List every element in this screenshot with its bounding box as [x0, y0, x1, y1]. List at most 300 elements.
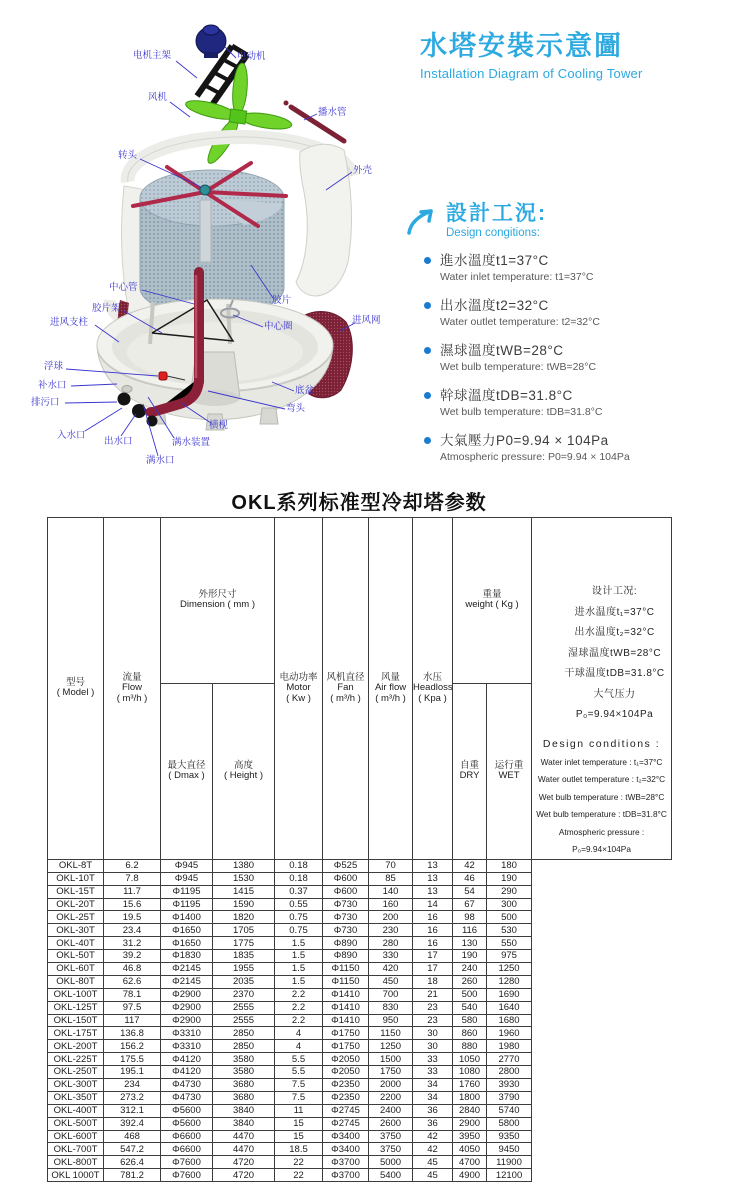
bullet-icon [424, 302, 431, 309]
col-header-motor: 电动功率 Motor ( Kw ) [275, 518, 323, 860]
table-cell: 36 [413, 1104, 453, 1117]
table-cell: 300 [487, 898, 532, 911]
table-row [48, 1040, 672, 1053]
table-cell: Φ2745 [323, 1117, 369, 1130]
table-row [48, 924, 672, 937]
table-cell: OKL-600T [48, 1130, 104, 1143]
table-cell: 34 [413, 1091, 453, 1104]
table-cell: 45 [413, 1169, 453, 1182]
table-cell: 7.5 [275, 1079, 323, 1092]
table-cell: 547.2 [104, 1143, 161, 1156]
table-cell: 2800 [487, 1066, 532, 1079]
table-cell: OKL-225T [48, 1053, 104, 1066]
table-cell: 1960 [487, 1027, 532, 1040]
table-cell: 7.5 [275, 1091, 323, 1104]
table-cell: Φ1830 [161, 950, 213, 963]
table-cell: Φ3700 [323, 1169, 369, 1182]
table-cell: 1835 [213, 950, 275, 963]
col-header-dry: 自重 DRY [453, 683, 487, 859]
notes-en-line: Wet bulb temperature : tWB=28°C [538, 791, 665, 802]
table-cell: 2.2 [275, 1001, 323, 1014]
table-cell: 0.75 [275, 911, 323, 924]
table-cell: 500 [453, 988, 487, 1001]
table-cell: 1775 [213, 937, 275, 950]
notes-en-line: Wet bulb temperature : tDB=31.8°C [536, 809, 667, 820]
table-cell: 39.2 [104, 950, 161, 963]
table-cell: Φ2350 [323, 1091, 369, 1104]
table-cell: 12100 [487, 1169, 532, 1182]
table-cell: 175.5 [104, 1053, 161, 1066]
table-cell: 1500 [369, 1053, 413, 1066]
arrow-up-right-icon [404, 203, 440, 239]
table-cell: Φ1650 [161, 924, 213, 937]
table-cell: 2.2 [275, 1014, 323, 1027]
table-cell: 190 [453, 950, 487, 963]
condition-zh: 濕球溫度tWB=28°C [440, 343, 564, 358]
table-cell: Φ3700 [323, 1156, 369, 1169]
table-cell: OKL-175T [48, 1027, 104, 1040]
table-row [48, 872, 672, 885]
table-cell: 260 [453, 975, 487, 988]
table-cell: 13 [413, 885, 453, 898]
table-cell: 98 [453, 911, 487, 924]
notes-en-block [532, 754, 671, 859]
table-cell: 97.5 [104, 1001, 161, 1014]
table-cell: Φ2050 [323, 1053, 369, 1066]
table-cell: OKL-10T [48, 872, 104, 885]
table-cell: 240 [453, 963, 487, 976]
table-cell: 16 [413, 924, 453, 937]
table-row [48, 885, 672, 898]
table-cell: OKL-80T [48, 975, 104, 988]
col-header-dimension: 外形尺寸 Dimension ( mm ) [161, 518, 275, 684]
leader-line [95, 325, 119, 342]
table-cell: 15.6 [104, 898, 161, 911]
table-cell: 1.5 [275, 950, 323, 963]
table-cell: 1250 [369, 1040, 413, 1053]
table-cell: 4470 [213, 1130, 275, 1143]
table-row [48, 859, 672, 872]
bullet-icon [424, 257, 431, 264]
table-cell: 2850 [213, 1027, 275, 1040]
table-cell: 23 [413, 1001, 453, 1014]
design-condition-item [424, 252, 724, 284]
table-cell: 3930 [487, 1079, 532, 1092]
table-cell: Φ600 [323, 872, 369, 885]
table-cell: 4 [275, 1040, 323, 1053]
table-cell: Φ2145 [161, 963, 213, 976]
table-cell: 2035 [213, 975, 275, 988]
table-cell: Φ2900 [161, 1001, 213, 1014]
condition-zh: 出水溫度t2=32°C [440, 298, 549, 313]
part-label: 中心管 [109, 282, 138, 293]
leader-line [71, 384, 117, 386]
leader-line [272, 382, 294, 391]
part-label: 风机 [148, 92, 168, 103]
part-label: 中心圈 [264, 321, 293, 332]
table-cell: 3950 [453, 1130, 487, 1143]
table-cell: 200 [369, 911, 413, 924]
col-header-height: 高度 ( Height ) [213, 683, 275, 859]
table-cell: 950 [369, 1014, 413, 1027]
table-cell: OKL-15T [48, 885, 104, 898]
table-cell: 160 [369, 898, 413, 911]
notes-en-line: Water inlet temperature : t₁=37°C [540, 756, 663, 767]
design-conditions-title-en: Design congitions: [446, 227, 540, 239]
col-header-weight: 重量 weight ( Kg ) [453, 518, 532, 684]
part-label: 出水口 [104, 436, 133, 447]
notes-zh-line: 大气压力P₀=9.94×104Pa [575, 688, 654, 720]
table-row [48, 1130, 672, 1143]
design-condition-item [424, 297, 724, 329]
table-cell: 5740 [487, 1104, 532, 1117]
table-cell: 17 [413, 963, 453, 976]
table-cell: 54 [453, 885, 487, 898]
table-cell: 450 [369, 975, 413, 988]
table-cell: 5.5 [275, 1053, 323, 1066]
notes-en-line: Water outlet temperature : t₂=32°C [537, 774, 666, 785]
table-cell: 1820 [213, 911, 275, 924]
table-cell: 2600 [369, 1117, 413, 1130]
table-cell: OKL-700T [48, 1143, 104, 1156]
table-cell: Φ3310 [161, 1027, 213, 1040]
table-cell: Φ525 [323, 859, 369, 872]
table-cell: 280 [369, 937, 413, 950]
part-label: 底盆 [295, 385, 315, 396]
table-cell: 290 [487, 885, 532, 898]
cooling-tower-diagram [0, 0, 480, 480]
table-cell: 78.1 [104, 988, 161, 1001]
table-cell: Φ1195 [161, 898, 213, 911]
leader-line [121, 414, 136, 436]
notes-zh-line: 出水温度t₂=32°C [574, 627, 655, 638]
table-cell: 2840 [453, 1104, 487, 1117]
table-row [48, 988, 672, 1001]
condition-en: Water outlet temperature: t2=32°C [440, 316, 600, 328]
table-cell: Φ4120 [161, 1066, 213, 1079]
table-cell: 1690 [487, 988, 532, 1001]
table-cell: 700 [369, 988, 413, 1001]
table-title: OKL系列标准型冷却塔参数 [231, 492, 487, 514]
table-cell: Φ2745 [323, 1104, 369, 1117]
table-cell: 2200 [369, 1091, 413, 1104]
col-header-wet: 运行重 WET [487, 683, 532, 859]
table-cell: 6.2 [104, 859, 161, 872]
table-cell: 62.6 [104, 975, 161, 988]
table-cell: Φ7600 [161, 1169, 213, 1182]
part-label: 满水口 [146, 455, 175, 466]
table-cell: 530 [487, 924, 532, 937]
leader-line [85, 408, 122, 431]
page-title: 水塔安裝示意圖 [420, 31, 623, 61]
table-cell: 781.2 [104, 1169, 161, 1182]
table-cell: 2900 [453, 1117, 487, 1130]
table-cell: 34 [413, 1079, 453, 1092]
table-cell: 156.2 [104, 1040, 161, 1053]
part-label: 满水装置 [172, 437, 211, 448]
part-label: 补水口 [38, 380, 67, 391]
table-notes-cell [532, 518, 672, 860]
table-cell: 36 [413, 1117, 453, 1130]
table-cell: 3580 [213, 1053, 275, 1066]
leader-line [142, 290, 194, 304]
condition-en: Wet bulb temperature: tWB=28°C [440, 361, 597, 373]
table-cell: 42 [453, 859, 487, 872]
table-cell: Φ1150 [323, 963, 369, 976]
bullet-icon [424, 347, 431, 354]
table-row [48, 1156, 672, 1169]
table-cell: OKL-400T [48, 1104, 104, 1117]
leader-line [140, 159, 201, 187]
leader-line [233, 315, 263, 327]
part-label: 弯头 [286, 403, 306, 414]
table-cell: Φ4730 [161, 1079, 213, 1092]
leader-line [181, 403, 211, 423]
table-cell: 0.55 [275, 898, 323, 911]
table-cell: 5400 [369, 1169, 413, 1182]
table-cell: Φ730 [323, 898, 369, 911]
notes-zh-line: 湿球温度tWB=28°C [567, 647, 662, 659]
table-row [48, 1001, 672, 1014]
design-conditions-heading [404, 203, 547, 239]
table-cell: OKL-60T [48, 963, 104, 976]
table-cell: 70 [369, 859, 413, 872]
leader-line [124, 311, 162, 333]
part-label: 排污口 [31, 397, 60, 408]
table-cell: 23 [413, 1014, 453, 1027]
table-cell: 15 [275, 1130, 323, 1143]
leader-line [148, 397, 174, 438]
table-cell: 15 [275, 1117, 323, 1130]
table-cell: Φ890 [323, 937, 369, 950]
table-cell: 1250 [487, 963, 532, 976]
part-label: 浮球 [44, 361, 64, 372]
table-cell: 1380 [213, 859, 275, 872]
condition-en: Water inlet temperature: t1=37°C [440, 271, 594, 283]
page-subtitle: Installation Diagram of Cooling Tower [420, 66, 643, 81]
table-cell: 1.5 [275, 975, 323, 988]
table-cell: 7.8 [104, 872, 161, 885]
table-cell: 4470 [213, 1143, 275, 1156]
col-header-fan: 风机直径 Fan ( m³/h ) [323, 518, 369, 860]
table-cell: 5800 [487, 1117, 532, 1130]
table-cell: 9450 [487, 1143, 532, 1156]
table-cell: Φ4120 [161, 1053, 213, 1066]
table-cell: 117 [104, 1014, 161, 1027]
table-cell: 1955 [213, 963, 275, 976]
design-conditions-title-zh: 設計工況: [446, 202, 547, 225]
table-cell: 4050 [453, 1143, 487, 1156]
table-cell: 190 [487, 872, 532, 885]
table-cell: 1750 [369, 1066, 413, 1079]
table-cell: 2370 [213, 988, 275, 1001]
leader-line [65, 402, 117, 403]
table-cell: Φ2900 [161, 988, 213, 1001]
table-cell: 4720 [213, 1169, 275, 1182]
table-cell: 312.1 [104, 1104, 161, 1117]
table-cell: OKL-150T [48, 1014, 104, 1027]
leader-line [143, 404, 158, 456]
table-cell: 1590 [213, 898, 275, 911]
table-cell: 580 [453, 1014, 487, 1027]
table-cell: 2.2 [275, 988, 323, 1001]
table-row [48, 950, 672, 963]
spec-table-head [48, 518, 672, 860]
table-cell: 550 [487, 937, 532, 950]
notes-zh-line: 进水温度t₁=37°C [574, 606, 655, 618]
table-cell: Φ2900 [161, 1014, 213, 1027]
table-row [48, 975, 672, 988]
table-cell: 31.2 [104, 937, 161, 950]
table-cell: Φ7600 [161, 1156, 213, 1169]
notes-zh-block [558, 582, 671, 726]
table-cell: 5000 [369, 1156, 413, 1169]
table-cell: 21 [413, 988, 453, 1001]
part-label: 进风支柱 [50, 317, 89, 328]
leader-line [170, 102, 190, 117]
table-row [48, 1027, 672, 1040]
part-label: 横枧 [209, 420, 229, 431]
table-cell: Φ1150 [323, 975, 369, 988]
table-row [48, 1117, 672, 1130]
table-cell: Φ945 [161, 872, 213, 885]
table-cell: 626.4 [104, 1156, 161, 1169]
col-header-flow: 流量 Flow ( m³/h ) [104, 518, 161, 860]
table-cell: 1150 [369, 1027, 413, 1040]
design-condition-item [424, 432, 724, 464]
table-cell: Φ1410 [323, 1014, 369, 1027]
table-cell: OKL-500T [48, 1117, 104, 1130]
table-cell: 3840 [213, 1104, 275, 1117]
table-cell: 3680 [213, 1079, 275, 1092]
table-cell: Φ3310 [161, 1040, 213, 1053]
part-label: 进风网 [352, 315, 381, 326]
table-cell: 1080 [453, 1066, 487, 1079]
leader-line [304, 114, 317, 120]
part-label: 播水管 [318, 107, 347, 118]
table-cell: 23.4 [104, 924, 161, 937]
condition-en: Wet bulb temperature: tDB=31.8°C [440, 406, 603, 418]
table-cell: 33 [413, 1053, 453, 1066]
table-cell: 3680 [213, 1091, 275, 1104]
table-cell: 19.5 [104, 911, 161, 924]
table-cell: Φ945 [161, 859, 213, 872]
table-cell: OKL-25T [48, 911, 104, 924]
table-cell: 1760 [453, 1079, 487, 1092]
part-label: 入水口 [57, 430, 86, 441]
table-cell: 3790 [487, 1091, 532, 1104]
table-cell: OKL-20T [48, 898, 104, 911]
part-label: 胶片 [272, 295, 292, 306]
table-cell: OKL-125T [48, 1001, 104, 1014]
table-cell: Φ6600 [161, 1130, 213, 1143]
table-cell: 16 [413, 937, 453, 950]
table-cell: 13 [413, 872, 453, 885]
table-cell: 468 [104, 1130, 161, 1143]
table-cell: 4 [275, 1027, 323, 1040]
table-cell: Φ600 [323, 885, 369, 898]
table-cell: 13 [413, 859, 453, 872]
table-cell: OKL-300T [48, 1079, 104, 1092]
table-cell: Φ1650 [161, 937, 213, 950]
table-cell: 1050 [453, 1053, 487, 1066]
table-cell: 1680 [487, 1014, 532, 1027]
table-cell: 30 [413, 1040, 453, 1053]
table-cell: 2850 [213, 1040, 275, 1053]
leader-line [66, 369, 158, 376]
table-cell: OKL-100T [48, 988, 104, 1001]
table-cell: OKL-350T [48, 1091, 104, 1104]
table-row [48, 911, 672, 924]
leader-line [176, 61, 197, 78]
table-cell: 234 [104, 1079, 161, 1092]
spec-table [47, 517, 672, 1182]
table-cell: 16 [413, 911, 453, 924]
notes-en-title: Design conditions : [542, 737, 661, 750]
spec-table-body [48, 859, 672, 1181]
table-cell: 18 [413, 975, 453, 988]
table-cell: Φ5600 [161, 1117, 213, 1130]
table-cell: 130 [453, 937, 487, 950]
table-cell: 392.4 [104, 1117, 161, 1130]
table-row [48, 1169, 672, 1182]
table-row [48, 1066, 672, 1079]
table-cell: Φ3400 [323, 1143, 369, 1156]
table-cell: 5.5 [275, 1066, 323, 1079]
table-cell: 116 [453, 924, 487, 937]
table-cell: OKL-50T [48, 950, 104, 963]
table-cell: 1280 [487, 975, 532, 988]
table-cell: 9350 [487, 1130, 532, 1143]
table-cell: 1.5 [275, 937, 323, 950]
table-cell: Φ1410 [323, 988, 369, 1001]
col-header-headloss: 水压 Headloss ( Kpa ) [413, 518, 453, 860]
leader-line [208, 391, 285, 409]
table-row [48, 1079, 672, 1092]
table-cell: 17 [413, 950, 453, 963]
col-header-model: 型号 ( Model ) [48, 518, 104, 860]
table-cell: 860 [453, 1027, 487, 1040]
part-label: 胶片架 [92, 303, 121, 314]
table-cell: Φ1750 [323, 1027, 369, 1040]
leader-lines-svg [0, 0, 480, 480]
table-cell: 46.8 [104, 963, 161, 976]
condition-zh: 大氣壓力P0=9.94 × 104Pa [440, 433, 609, 448]
table-cell: Φ1195 [161, 885, 213, 898]
table-cell: 2770 [487, 1053, 532, 1066]
table-cell: 85 [369, 872, 413, 885]
table-cell: 4700 [453, 1156, 487, 1169]
bullet-icon [424, 437, 431, 444]
table-cell: 46 [453, 872, 487, 885]
table-cell: OKL-250T [48, 1066, 104, 1079]
table-cell: 22 [275, 1156, 323, 1169]
col-header-dmax: 最大直径 ( Dmax ) [161, 683, 213, 859]
table-cell: 0.18 [275, 859, 323, 872]
table-cell: 22 [275, 1169, 323, 1182]
bullet-icon [424, 392, 431, 399]
table-cell: 67 [453, 898, 487, 911]
table-cell: 33 [413, 1066, 453, 1079]
table-row [48, 1143, 672, 1156]
table-row [48, 1053, 672, 1066]
table-cell: Φ3400 [323, 1130, 369, 1143]
table-cell: Φ4730 [161, 1091, 213, 1104]
part-label: 电机主架 [133, 50, 172, 61]
table-cell: 230 [369, 924, 413, 937]
table-cell: 2555 [213, 1014, 275, 1027]
table-cell: 1705 [213, 924, 275, 937]
